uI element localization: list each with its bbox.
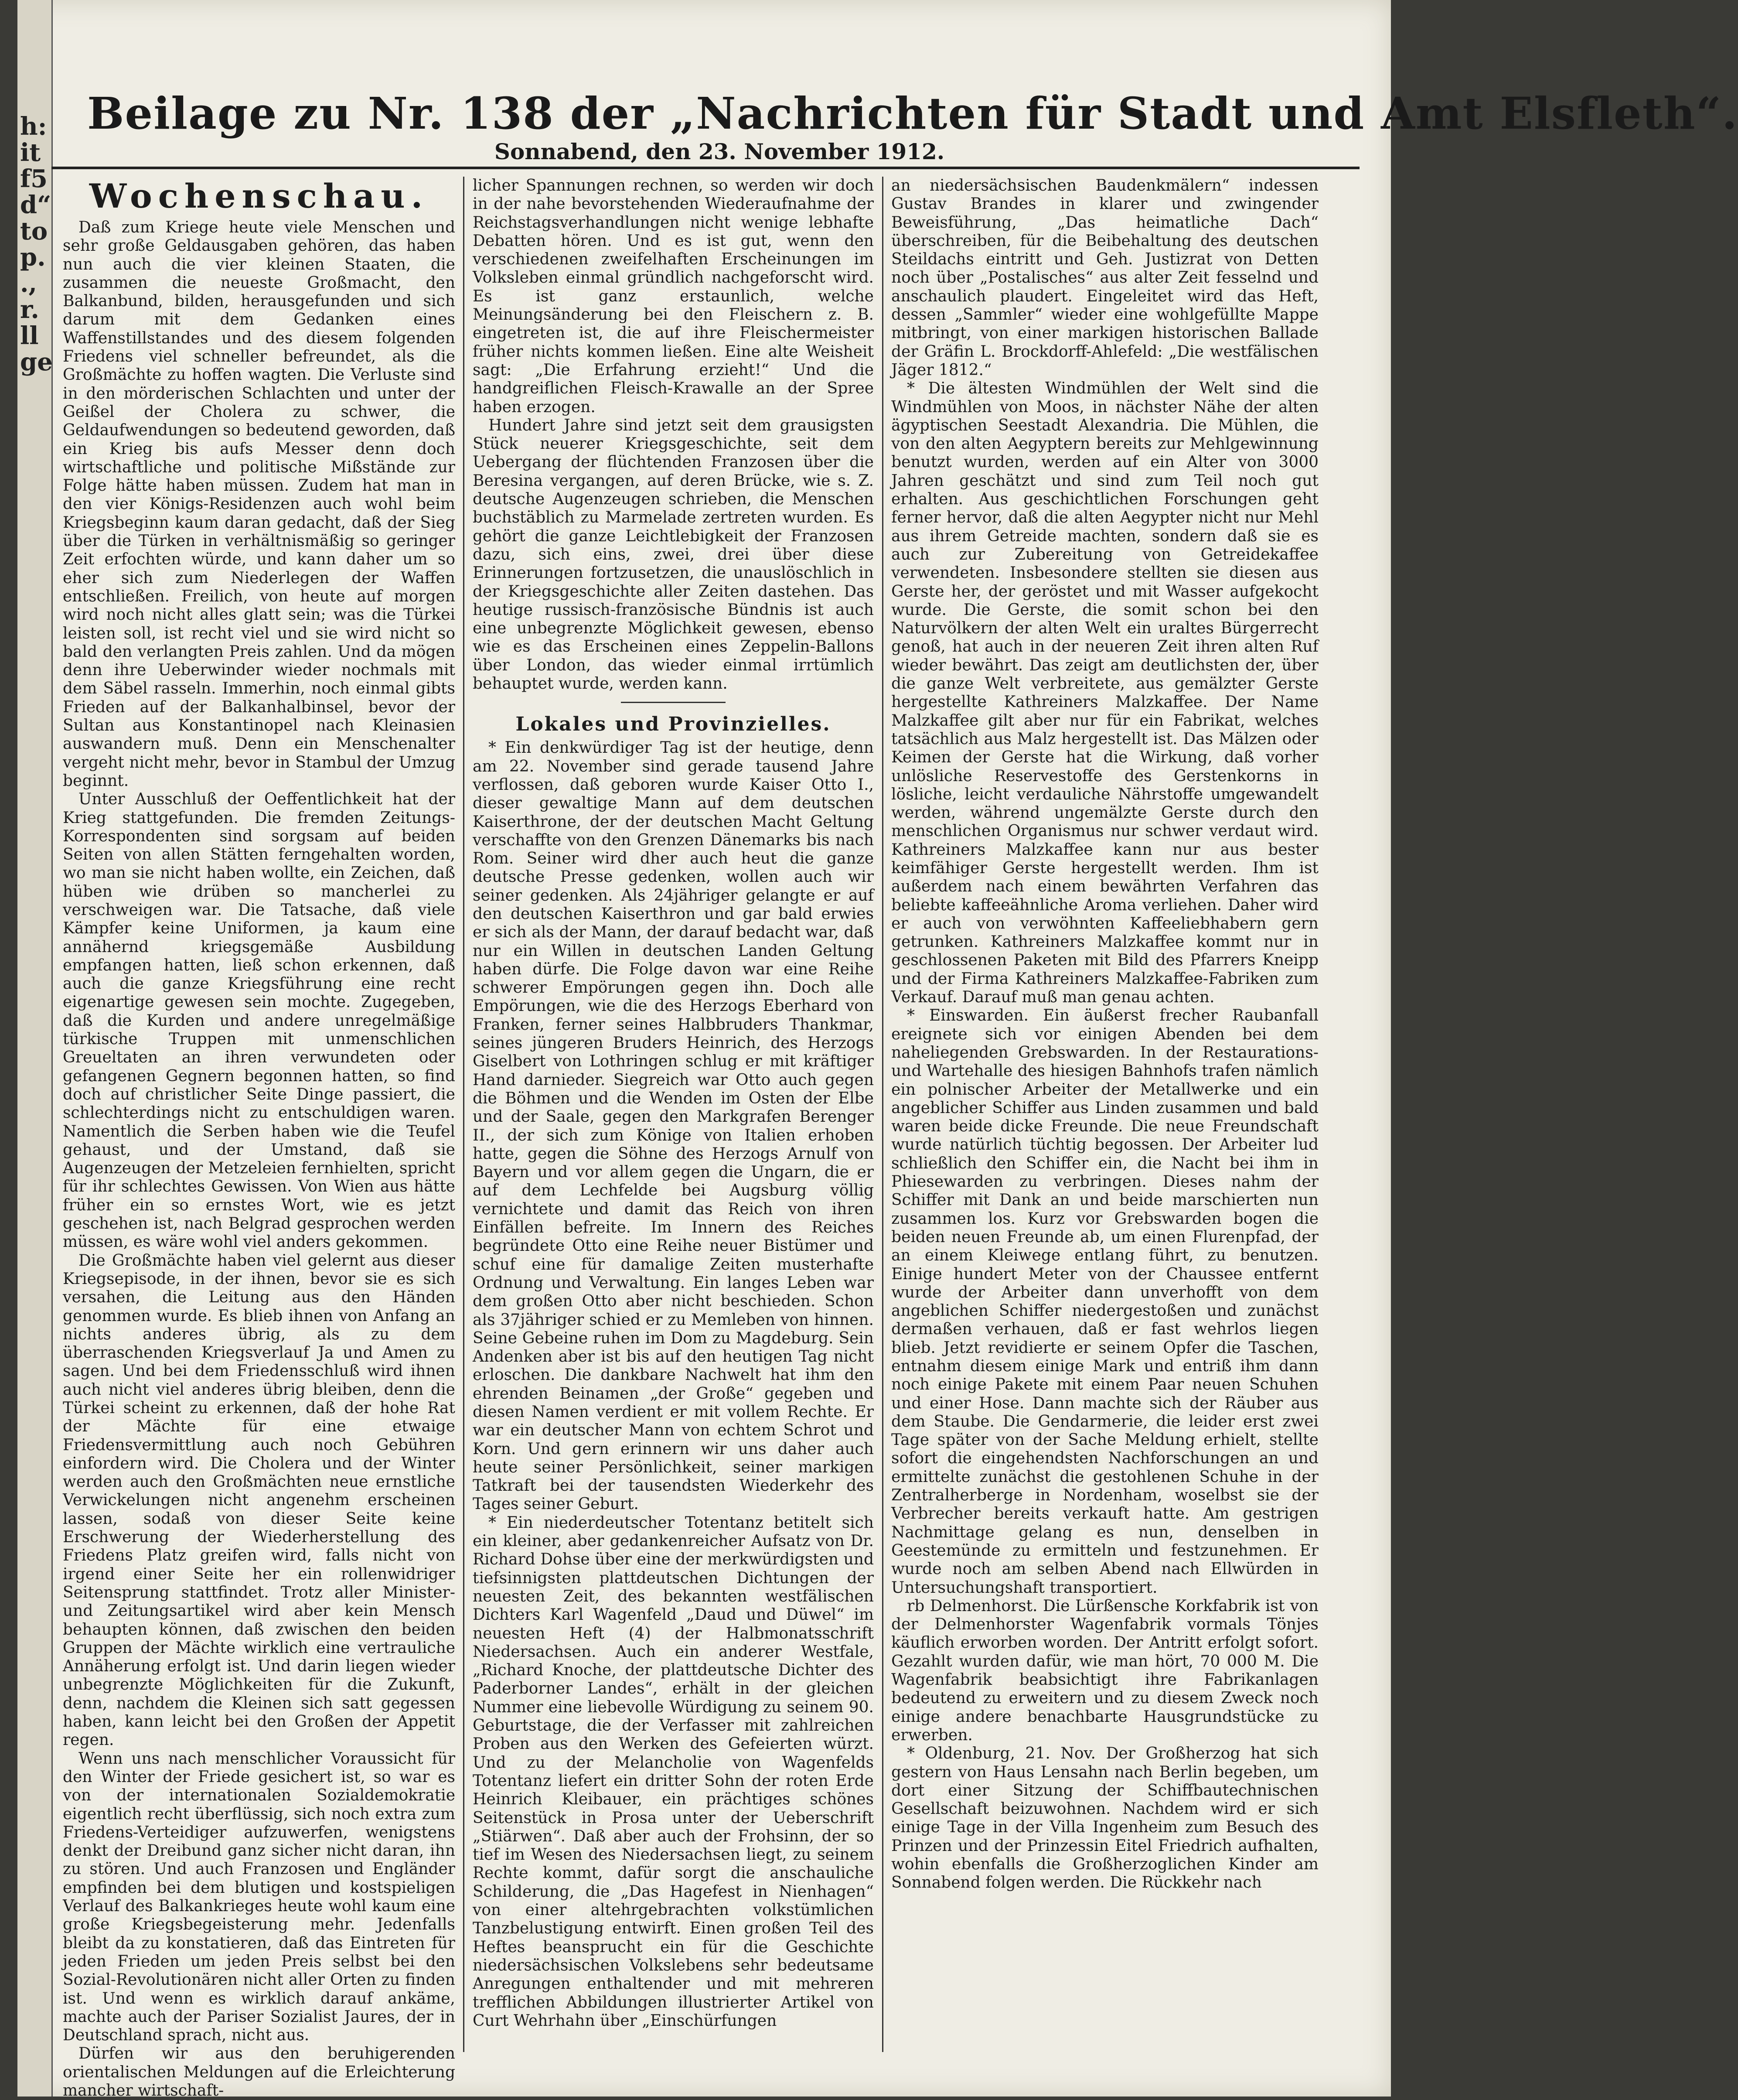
article-paragraph: Die Großmächte haben viel gelernt aus dieser Kriegsepisode, in der ihnen, bevor sie es sich versahen, die Leitung aus den Händen genommen wurde. Es blieb ihnen von Anfang an nichts anderes übrig, als zu dem überraschenden Kriegsverlauf Ja und Amen zu sagen. Und bei dem Friedensschluß wird ihnen auch nicht viel anderes übrig bleiben, denn die Türkei scheint zu erkennen, daß der hohe Rat der Mächte für eine etwaige Friedensvermittlung auch noch Gebühren einfordern wird. Die Cholera und der Winter werden auch den Großmächten neue ernstliche Verwickelungen nicht angenehm erscheinen lassen, sodaß von dieser Seite keine Erschwerung der Wiederherstellung des Friedens Platz greifen wird, falls nicht von irgend einer Seite her ein rollenwidriger Seitensprung stattfindet. Trotz aller Minister- und Zeitungsartikel wird aber kein Mensch behaupten können, daß zwischen den beiden Gruppen der Mächte wirklich eine vertrauliche Annäherung erfolgt ist. Und darin liegen wieder unbegrenzte Möglichkeiten für die Zukunft, denn, nachdem die Kleinen sich satt gegessen haben, kann leicht bei den Großen der Appetit regen. [63,1251,455,1749]
article-paragraph: * Die ältesten Windmühlen der Welt sind die Windmühlen von Moos, in nächster Nähe der alten ägyptischen Seestadt Alexandria. Die Mühlen, die von den alten Aegyptern bereits zur Mehlgewinnung benutzt wurden, werden auf ein Alter von 3000 Jahren geschätzt und sind zum Teil noch gut erhalten. Aus geschichtlichen Forschungen geht ferner hervor, daß die alten Aegypter nicht nur Mehl aus ihrem Getreide machten, sondern daß sie es auch zur Zubereitung von Getreidekaffee verwendeten. Insbesondere stellten sie diesen aus Gerste her, der geröstet und mit Wasser aufgekocht wurde. Die Gerste, die somit schon bei den Naturvölkern der alten Welt ein uraltes Bürgerrecht genoß, hat auch in der neueren Zeit ihren alten Ruf wieder bewährt. Das zeigt am deutlichsten der, über die ganze Welt verbreitete, aus gemälzter Gerste hergestellte Kathreiners Malzkaffee. Der Name Malzkaffee gilt aber nur für ein Fabrikat, welches tatsächlich aus Malz hergestellt ist. Das Mälzen oder Keimen der Gerste hat die Wirkung, daß vorher unlösliche Reservestoffe des Gerstenkorns in lösliche, leicht verdauliche Nährstoffe umgewandelt werden, während ungemälzte Gerste durch den menschlichen Organismus nur schwer verdaut wird. Kathreiners Malzkaffee kann nur aus bester keimfähiger Gerste hergestellt werden. Ihm ist außerdem nach einem bewährten Verfahren das beliebte kaffeeähnliche Aroma verliehen. Daher wird er auch von verwöhnten Kaffeeliebhabern gern getrunken. Kathreiners Malzkaffee kommt nur in geschlossenen Paketen mit Bild des Pfarrers Kneipp und der Firma Kathreiners Malzkaffee-Fabriken zum Verkauf. Darauf muß man genau achten. [891,379,1319,1007]
masthead-rule [51,167,1360,169]
column-separator [463,177,464,2052]
adjacent-page-fragment: h: it f5 d“ to p. ., r. ll ge [20,112,53,376]
article-paragraph: * Ein denkwürdiger Tag ist der heutige, denn am 22. November sind gerade tausend Jahre verflossen, daß geboren wurde Kaiser Otto I., dieser gewaltige Mann auf dem deutschen Kaiserthrone, der der deutschen Macht Geltung verschaffte von den Grenzen Dänemarks bis nach Rom. Seiner wird dher auch heut die ganze deutsche Presse gedenken, wollen auch wir seiner gedenken. Als 24jähriger gelangte er auf den deutschen Kaiserthron und gar bald erwies er sich als der Mann, der darauf bedacht war, daß nur ein Willen in deutschen Landen Geltung haben dürfe. Die Folge davon war eine Reihe schwerer Empörungen gegen ihn. Doch alle Empörungen, wie die des Herzogs Eberhard von Franken, ferner seines Halbbruders Thankmar, seines jüngeren Bruders Heinrich, des Herzogs Giselbert von Lothringen schlug er mit kräftiger Hand darnieder. Siegreich war Otto auch gegen die Böhmen und die Wenden im Osten der Elbe und der Saale, gegen den Markgrafen Berenger II., der sich zum Könige von Italien erhoben hatte, gegen die Söhne des Herzogs Arnulf von Bayern und vor allem gegen die Ungarn, die er auf dem Lechfelde bei Augsburg völlig vernichtete und damit das Reich von ihren Einfällen befreite. Im Innern des Reiches begründete Otto eine Reihe neuer Bistümer und schuf eine für damalige Zeiten musterhafte Ordnung und Verwaltung. Ein langes Leben war dem großen Otto aber nicht beschieden. Schon als 37jähriger schied er zu Memleben von hinnen. Seine Gebeine ruhen im Dom zu Magdeburg. Sein Andenken aber ist bis auf den heutigen Tag nicht erloschen. Die dankbare Nachwelt hat ihm den ehrenden Beinamen „der Große“ gegeben und diesen Namen verdient er mit vollem Rechte. Er war ein deutscher Mann von echtem Schrot und Korn. Und gern erinnern wir uns daher auch heute seiner Persönlichkeit, seiner markigen Tatkraft bei der tausendsten Wiederkehr des Tages seiner Geburt. [473,739,874,1513]
article-paragraph: Unter Ausschluß der Oeffentlichkeit hat der Krieg stattgefunden. Die fremden Zeitungs-Korrespondenten sind sorgsam auf beiden Seiten von allen Stätten ferngehalten worden, wo man sie nicht haben wollte, ein Zeichen, daß hüben wie drüben so mancherlei zu verschweigen war. Die Tatsache, daß viele Kämpfer keine Uniformen, ja kaum eine annähernd kriegsgemäße Ausbildung empfangen hatten, ließ schon erkennen, daß auch die ganze Kriegsführung eine recht eigenartige gewesen sein mochte. Zugegeben, daß die Kurden und andere unregelmäßige türkische Truppen mit unmenschlichen Greueltaten an ihren verwundeten oder gefangenen Gegnern begonnen hatten, so find doch auf christlicher Seite Dinge passiert, die schlechterdings nicht zu entschuldigen waren. Namentlich die Serben haben wie die Teufel gehaust, und der Umstand, daß sie Augenzeugen der Metzeleien fernhielten, spricht für ihr schlechtes Gewissen. Von Wien aus hätte früher ein so ernstes Wort, wie es jetzt geschehen ist, nach Belgrad gesprochen werden müssen, es wäre wohl viel anders gekommen. [63,790,455,1251]
article-paragraph: * Ein niederdeutscher Totentanz betitelt sich ein kleiner, aber gedankenreicher Aufsatz von Dr. Richard Dohse über eine der merkwürdigsten und tiefsinnigsten plattdeutschen Dichtungen der neuesten Zeit, des bekannten westfälischen Dichters Karl Wagenfeld „Daud und Düwel“ im neuesten Heft (4) der Halbmonatsschrift Niedersachsen. Auch ein anderer Westfale, „Richard Knoche, der plattdeutsche Dichter des Paderborner Landes“, erhält in der gleichen Nummer eine liebevolle Würdigung zu seinem 90. Geburtstage, die der Verfasser mit zahlreichen Proben aus den Werken des Gefeierten würzt. Und zu der Melancholie von Wagenfelds Totentanz liefert ein dritter Sohn der roten Erde Heinrich Kleibauer, ein prächtiges schönes Seitenstück in Prosa unter der Ueberschrift „Stiärwen“. Daß aber auch der Frohsinn, der so tief im Wesen des Niedersachsen liegt, zu seinem Rechte kommt, dafür sorgt die anschauliche Schilderung, die „Das Hagefest in Nienhagen“ von einer altehrgebrachten volkstümlichen Tanzbelustigung entwirft. Einen großen Teil des Heftes beansprucht ein für die Geschichte niedersächsischen Volkslebens sehr bedeutsame Anregungen enthaltender und mit mehreren trefflichen Abbildungen illustrierter Artikel von Curt Wehrhahn über „Einschürfungen [473,1513,874,2030]
article-paragraph: Daß zum Kriege heute viele Menschen und sehr große Geldausgaben gehören, das haben nun auch die vier kleinen Staaten, die zusammen die neueste Großmacht, den Balkanbund, bilden, herausgefunden und sich darum mit dem Gedanken eines Waffenstillstandes und des diesem folgenden Friedens viel schneller befreundet, als die Großmächte zu hoffen wagten. Die Verluste sind in den mörderischen Schlachten und unter der Geißel der Cholera zu schwer, die Geldaufwendungen so bedeutend geworden, daß ein Krieg bis aufs Messer denn doch wirtschaftliche und politische Mißstände zur Folge hätte haben müssen. Zudem hat man in den vier Königs-Residenzen auch wohl beim Kriegsbeginn kaum daran gedacht, daß der Sieg über die Türken in verhältnismäßig so geringer Zeit erfochten würde, und kann daher um so eher sich zum Niederlegen der Waffen entschließen. Freilich, von heute auf morgen wird noch nicht alles glatt sein; was die Türkei leisten soll, ist recht viel und sie wird nicht so bald den verlangten Preis zahlen. Und da mögen denn ihre Ueberwinder wieder nochmals mit dem Säbel rasseln. Immerhin, noch einmal gibts Frieden auf der Balkanhalbinsel, bevor der Sultan aus Konstantinopel nach Kleinasien auswandern muß. Denn ein Menschenalter vergeht nicht mehr, bevor in Stambul der Umzug beginnt. [63,219,455,790]
article-paragraph: Hundert Jahre sind jetzt seit dem grausigsten Stück neuerer Kriegsgeschichte, seit dem Uebergang der flüchtenden Franzosen über die Beresina vergangen, auf deren Brücke, wie s. Z. deutsche Augenzeugen schrieben, die Menschen buchstäblich zu Marmelade zertreten wurden. Es gehört die ganze Leichtlebigkeit der Franzosen dazu, sich eins, zwei, drei über diese Erinnerungen fortzusetzen, die unauslöschlich in der Kriegsgeschichte aller Zeiten dastehen. Das heutige russisch-französische Bündnis ist auch eine unbegrenzte Möglichkeit gewesen, ebenso wie es das Erscheinen eines Zeppelin-Ballons über London, das wieder einmal irrtümlich behauptet wurde, werden kann. [473,416,874,693]
article-paragraph: * Oldenburg, 21. Nov. Der Großherzog hat sich gestern von Haus Lensahn nach Berlin begeben, um dort einer Sitzung der Schiffbautechnischen Gesellschaft beizuwohnen. Nachdem wird er sich einige Tage in der Villa Ingenheim zum Besuch des Prinzen und der Prinzessin Eitel Friedrich aufhalten, wohin ebenfalls die Großherzoglichen Kinder am Sonnabend folgen werden. Die Rückkehr nach [891,1745,1319,1892]
column-1 [63,177,455,2100]
article-paragraph: rb Delmenhorst. Die Lürßensche Korkfabrik ist von der Delmenhorster Wagenfabrik vormals Tönjes käuflich erworben worden. Der Antritt erfolgt sofort. Gezahlt wurden dafür, wie man hört, 70 000 M. Die Wagenfabrik beabsichtigt ihre Fabrikanlagen bedeutend zu erweitern und zu diesem Zweck noch einige andere benachbarte Hausgrundstücke zu erwerben. [891,1597,1319,1744]
newspaper-page [17,0,1738,2100]
column-2 [473,177,874,2061]
article-paragraph: * Einswarden. Ein äußerst frecher Raubanfall ereignete sich vor einigen Abenden bei dem naheliegenden Grebswarden. In der Restaurations- und Wartehalle des hiesigen Bahnhofs trafen nämlich ein polnischer Arbeiter der Metallwerke und ein angeblicher Schiffer aus Linden zusammen und bald waren beide dicke Freunde. Die neue Freundschaft wurde natürlich tüchtig begossen. Der Arbeiter lud schließlich den Schiffer ein, die Nacht bei ihm in Phiesewarden zu verbringen. Dieses nahm der Schiffer mit Dank an und beide marschierten nun zusammen los. Kurz vor Grebswarden bogen die beiden neuen Freunde ab, um einen Flurenpfad, der an einem Kleiwege entlang führt, zu benutzen. Einige hundert Meter von der Chaussee entfernt wurde der Arbeiter dann unverhofft von dem angeblichen Schiffer niedergestoßen und zunächst dermaßen verhauen, daß er fast wehrlos liegen blieb. Jetzt revidierte er seinem Opfer die Taschen, entnahm diesem einige Mark und entriß ihm dann noch einige Pakete mit einem Paar neuen Schuhen und einer Hose. Dann machte sich der Räuber aus dem Staube. Die Gendarmerie, die leider erst zwei Tage später von der Sache Meldung erhielt, stellte sofort die eingehendsten Nachforschungen an und ermittelte zunächst die gestohlenen Schuhe in der Zentralherberge in Nordenham, woselbst sie der Verbrecher bereits verkauft hatte. Am gestrigen Nachmittage gelang es nun, denselben in Geestemünde zu ermitteln und festzunehmen. Er wurde noch am selben Abend nach Ellwürden in Untersuchungshaft transportiert. [891,1007,1319,1597]
article-paragraph: Dürfen wir aus den beruhigerenden orientalischen Meldungen auf die Erleichterung mancher wirtschaft- [63,2045,455,2100]
article-paragraph: licher Spannungen rechnen, so werden wir doch in der nahe bevorstehenden Wiederaufnahme der Reichstagsverhandlungen nicht wenige lebhafte Debatten hören. Und es ist gut, wenn den verschiedenen zweifelhaften Erscheinungen im Volksleben einmal gründlich nachgeforscht wird. Es ist ganz erstaunlich, welche Meinungsänderung bei den Fleischern z. B. eingetreten ist, die auf ihre Fleischermeister früher nichts kommen ließen. Eine alte Weisheit sagt: „Die Erfahrung erzieht!“ Und die handgreiflichen Fleisch-Krawalle an der Spree haben erzogen. [473,177,874,416]
masthead-date: Sonnabend, den 23. November 1912. [494,139,945,164]
section-heading-wochenschau: Wochenschau. [89,177,429,215]
section-heading-lokales: Lokales und Provinzielles. [515,713,831,736]
article-paragraph: an niedersächsischen Baudenkmälern“ indessen Gustav Brandes in klarer und zwingender Beweisführung, „Das heimatliche Dach“ überschreiben, für die Beibehaltung des deutschen Steildachs eintritt und Geh. Justizrat von Detten noch über „Postalisches“ aus alter Zeit fesselnd und anschaulich plaudert. Eingeleitet wird das Heft, dessen „Sammler“ wieder eine wohlgefüllte Mappe mitbringt, von einer markigen historischen Ballade der Gräfin L. Brockdorff-Ahlefeld: „Die westfälischen Jäger 1812.“ [891,177,1319,379]
article-paragraph: Wenn uns nach menschlicher Voraussicht für den Winter der Friede gesichert ist, so war es von der internationalen Sozialdemokratie eigentlich recht überflüssig, sich noch extra zum Friedens-Verteidiger aufzuwerfen, wenigstens denkt der Dreibund ganz sicher nicht daran, ihn zu stören. Und auch Franzosen und Engländer empfinden bei dem blutigen und kostspieligen Verlauf des Balkankrieges heute wohl kaum eine große Kriegsbegeisterung mehr. Jedenfalls bleibt da zu konstatieren, daß das Eintreten für jeden Frieden um jeden Preis selbst bei den Sozial-Revolutionären nicht aller Orten zu finden ist. Und wenn es wirklich darauf ankäme, machte auch der Pariser Sozialist Jaures, der in Deutschland sprach, nicht aus. [63,1749,455,2045]
column-3 [891,177,1319,2061]
column-separator [882,177,883,2052]
masthead-title: Beilage zu Nr. 138 der „Nachrichten für Stadt und Amt Elsfleth“. [87,88,1738,139]
section-divider [621,702,726,703]
adjacent-page-edge [17,0,53,2097]
